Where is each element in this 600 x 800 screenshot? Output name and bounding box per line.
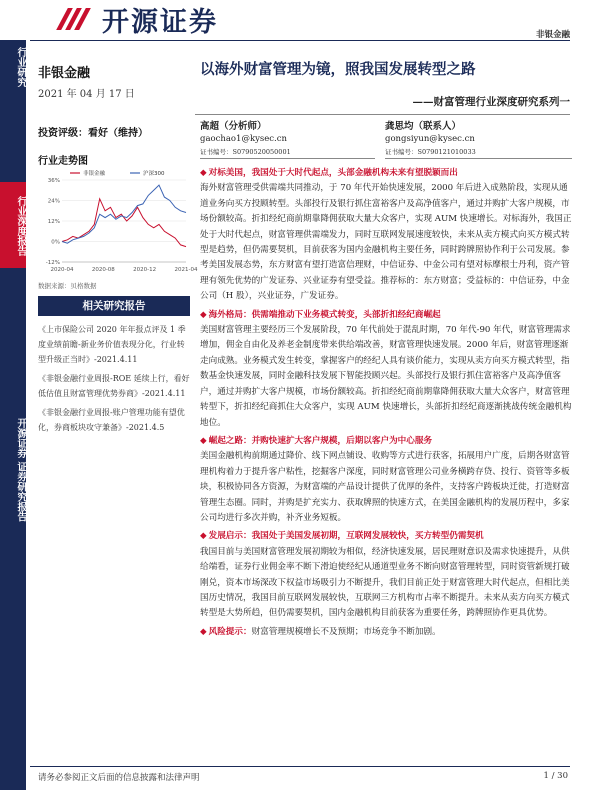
diamond-bullet-icon: ◆ [200, 168, 207, 178]
related-report-item[interactable]: 《非银金融行业周报-ROE 延续上行，看好低估值且财富管理优势券商》-2021.4.11 [38, 374, 190, 398]
diamond-bullet-icon: ◆ [200, 626, 207, 637]
analyst-name: 龚思均（联系人） [385, 121, 462, 132]
section [200, 166, 572, 305]
header-rule [30, 40, 570, 41]
brand-name: 开源证券 [102, 6, 218, 38]
section [200, 434, 572, 526]
industry-trend-chart [36, 170, 198, 280]
chart-x-tick-label: 2020-04 [50, 267, 74, 273]
section-text: 美国财富管理主要经历三个发展阶段，70 年代前处于混乱时期，70 年代-90 年代，财富管理需求增加，佣金自由化及养老金制度带来供给端改善，财富管理快速发展。2000 年后，财富管理逐渐走向成熟。业务模式发生转变，掌握客户的经纪人具有谈价能力，实现从卖方向买方模式转型，指数基金快速发展，同时金融科技发展下智能投顾兴起。头部投行及银行抓住富裕客户及高净值客户，通过并购扩大客户规模，市场份额较高。折扣经纪商前期靠降佣获取大量大众客户，财富管理转型下，折扣经纪商抓住大众客户，实现 AUM 快速增长，头部折扣经纪商逐渐挑战传统金融机构地位。 [200, 325, 572, 428]
section [200, 529, 572, 621]
logo-mark-icon [56, 4, 96, 34]
band-text-mid: 行业深度报告 [15, 196, 26, 256]
chart-source: 数据来源：贝格数据 [38, 282, 97, 290]
section-heading: 风险提示： [208, 626, 252, 637]
footer-disclaimer: 请务必参阅正文后面的信息披露和法律声明 [38, 773, 200, 783]
analyst-email[interactable]: gongsiyun@kysec.cn [385, 134, 475, 144]
related-report-item[interactable]: 《非银金融行业周报-账户管理功能有望优化，券商板块攻守兼备》-2021.4.5 [38, 408, 185, 432]
analyst-rule [200, 158, 375, 159]
page-number: 1 / 30 [543, 771, 568, 781]
diamond-bullet-icon: ◆ [200, 435, 207, 446]
related-report-item[interactable]: 《上市保险公司 2020 年年报点评及 1 季度业绩前瞻-新业务价值表现分化，行业转型升级正当时》-2021.4.11 [38, 325, 186, 364]
chart-x-tick-label: 2020-12 [133, 267, 157, 273]
section-text: 财富管理规模增长不及预期；市场竞争不断加剧。 [251, 626, 441, 637]
chart-title: 行业走势图 [38, 156, 88, 167]
section-text: 海外财富管理受供需端共同推动，于 70 年代开始快速发展，2000 年后进入成熟阶段，实现从通道业务向买方投顾转型。头部投行及银行抓住富裕客户及高净值客户，通过并购扩大客户规模，市场份额较高。折扣经纪商前期靠降佣获取大量大众客户，实现 AUM 快速增长。对标海外，我国正处于大时代起点，财富管理供需端发力，同时互联网发展速度较快，未来从卖方模式向买方模式转型是趋势，但仍需要契机，目前获客为国内金融机构主要任务，同时跨牌照协作利于公司发展。参考美国发展态势，东方财富有望打造富信理财，中信证券、中金公司有望对标摩根士丹利，资产管理有领先优势的广发证券、兴业证券有望受益。推荐标的：东方财富；受益标的：中信证券，中金公司（H 股），兴业证券，广发证券。 [200, 183, 572, 302]
report-date: 2021 年 04 月 17 日 [38, 89, 135, 100]
section-heading: 海外格局：供需端推动下业务模式转变，头部折扣经纪商崛起 [208, 309, 441, 320]
section [200, 625, 572, 640]
analyst-email[interactable]: gaochao1@kysec.cn [200, 134, 287, 144]
brand-logo [56, 2, 218, 36]
diamond-bullet-icon: ◆ [200, 531, 207, 542]
section-heading: 崛起之路：并购快速扩大客户规模，后期以客户为中心服务 [208, 435, 433, 446]
related-reports-header: 相关研究报告 [38, 296, 190, 316]
band-text-top: 行业研究 [15, 47, 26, 87]
chart-series-line [62, 185, 186, 243]
analyst-card [385, 120, 476, 159]
report-subtitle: ——财富管理行业深度研究系列一 [412, 96, 570, 108]
header-category: 非银金融 [535, 30, 570, 40]
diamond-bullet-icon: ◆ [200, 309, 207, 320]
chart-y-tick-label: 0% [51, 239, 60, 246]
investment-rating: 投资评级：看好（维持） [38, 128, 148, 139]
footer-rule [30, 766, 570, 767]
analyst-cert: 证书编号：S0790121010033 [385, 148, 476, 156]
section-text: 美国金融机构前期通过降价、线下网点铺设、收购等方式进行获客，拓展用户广度，后期各财富管理机构着力于提升客户粘性，挖掘客户深度，同时财富管理公司业务横跨存贷、投行、资管等多板块，积极协同各方资源，为财富端的产品设计提供了优厚的条件，支持客户跨板块迁徙，打造财富管理生态圈。同时，并购是扩充实力、获取牌照的快速方式，在美国金融机构的发展历程中，多家公司均进行多次并购，补齐业务短板。 [200, 451, 570, 523]
band-text-bottom: 开源证券 证券研究报告 [15, 418, 26, 522]
chart-legend-label: 非银金融 [83, 171, 106, 177]
section-heading: 发展启示：我国处于美国发展初期，互联网发展较快，买方转型仍需契机 [208, 531, 484, 542]
analyst-card [200, 120, 291, 159]
chart-series-line [62, 199, 186, 247]
title-separator [195, 114, 570, 115]
report-title: 以海外财富管理为镜，照我国发展转型之路 [200, 61, 476, 78]
report-body [200, 166, 572, 640]
industry-label: 非银金融 [38, 66, 91, 81]
chart-y-tick-label: 24% [47, 198, 60, 205]
chart-y-tick-label: 36% [47, 178, 60, 184]
chart-y-tick-label: -12% [45, 260, 60, 266]
chart-x-tick-label: 2021-04 [174, 267, 198, 273]
analyst-cert: 证书编号：S0790520050001 [200, 148, 291, 156]
section [200, 308, 572, 431]
section-heading: 对标美国，我国处于大时代起点，头部金融机构未来有望脱颖而出 [208, 168, 458, 178]
analyst-rule [385, 158, 572, 159]
chart-legend-label: 沪深300 [143, 171, 165, 177]
section-text: 我国目前与美国财富管理发展初期较为相似，经济快速发展，居民理财意识及需求快速提升，从供给端看，证券行业佣金率不断下滑迫使经纪从通道型业务不断向财富管理转型，同时资管新规打破刚兑，资本市场深改下权益市场吸引力不断提升，我们目前正处于财富管理大时代起点，但相比美国历史情况，我国目前互联网发展较快，互联网三方机构市占率不断提升。未来从卖方向买方模式转型是大势所趋，但仍需要契机，国内金融机构目前获客为重要任务，跨牌照协作更具优势。 [200, 546, 570, 619]
chart-x-tick-label: 2020-08 [91, 267, 115, 273]
chart-y-tick-label: 12% [47, 219, 60, 225]
related-reports-list [38, 322, 192, 439]
analyst-name: 高超（分析师） [200, 121, 267, 132]
